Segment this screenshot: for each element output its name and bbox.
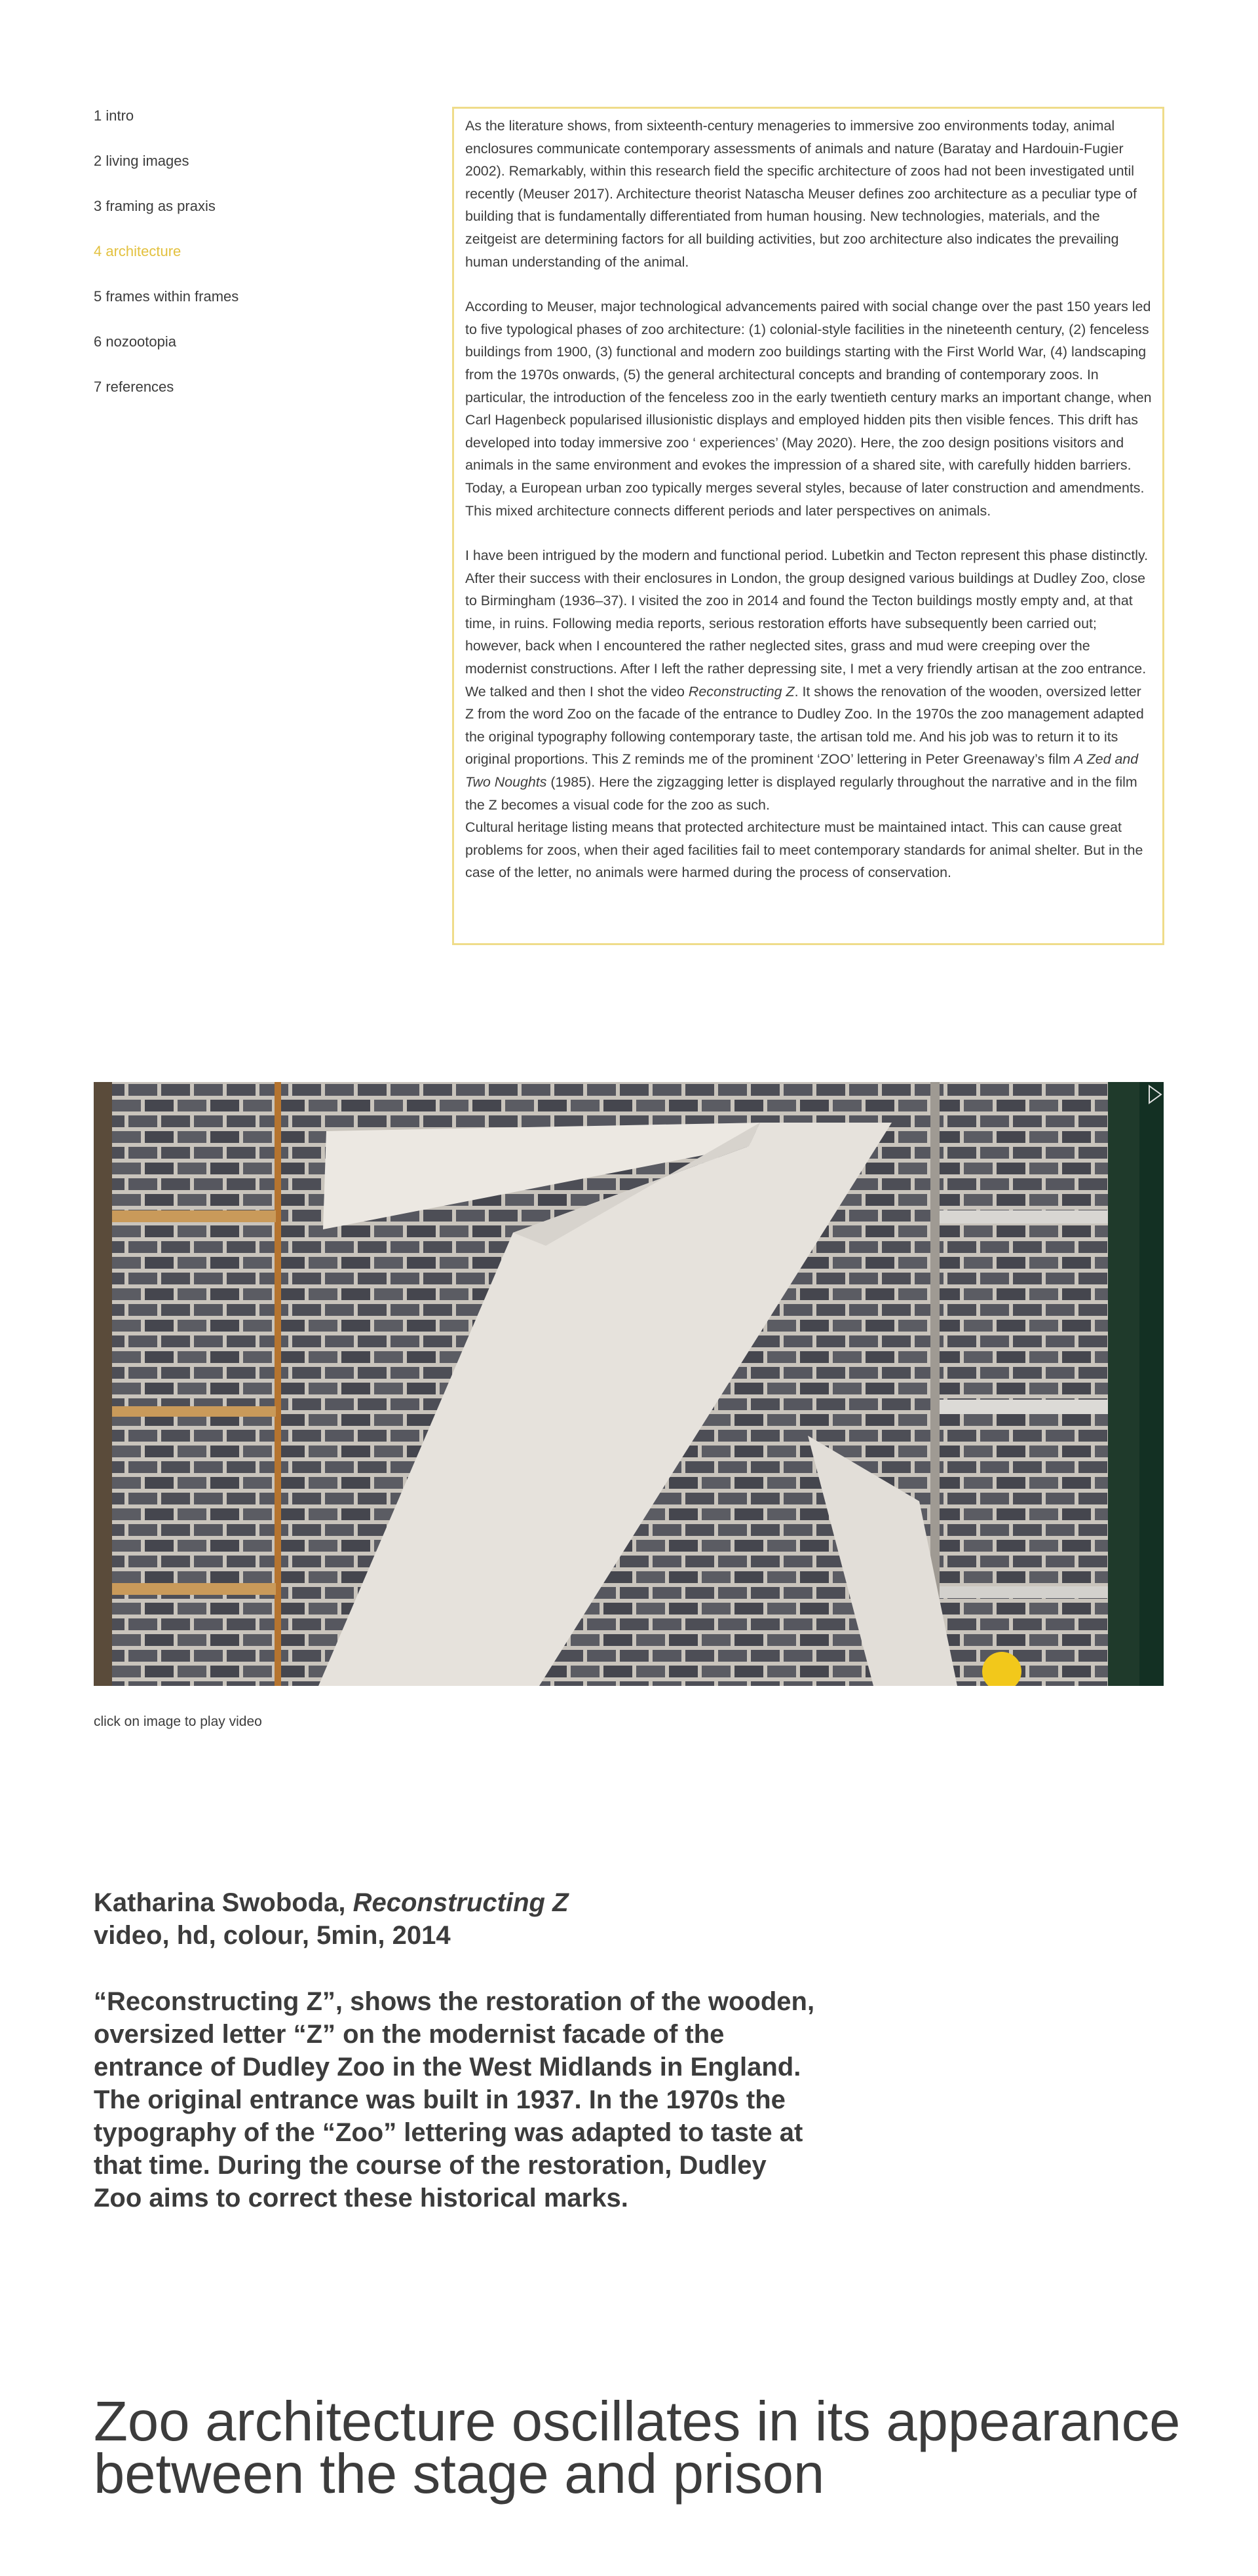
paragraph-text: I have been intrigued by the modern and functional period. Lubetkin and Tecton represent this phase distinctly. After their success with their enclosures in London, the group designed various buildings at Dudley Zoo, close to Birmingham (1936–37). I visited the zoo in 2014 and found the Tecton buildings mostly empty and, at that time, in ruins. Following media reports, serious restoration efforts have subsequently been carried out; however, back when I encountered the rather neglected sites, grass and mud were creeping over the modernist constructions. After I left the rather depressing site, I met a very friendly artisan at the zoo entrance. We talked and then I shot the video — [465, 548, 1149, 700]
work-details: video, hd, colour, 5min, 2014 — [94, 1921, 451, 1950]
video-description: “Reconstructing Z”, shows the restoration of the wooden, oversized letter “Z” on the modernist facade of the entrance of Dudley Zoo in the West Midlands in England. The original entrance was built in 1937. In the 1970s the typography of the “Zoo” lettering was adapted to taste at that time. During the course of the restoration, Dudley Zoo aims to correct these historical marks. — [94, 1987, 815, 2212]
article-paragraph — [465, 544, 1152, 816]
nav-item-intro[interactable]: 1 intro — [94, 107, 134, 124]
nav-item-frames-within-frames[interactable]: 5 frames within frames — [94, 288, 239, 305]
video-credit — [94, 1886, 880, 1952]
video-thumbnail[interactable] — [94, 1082, 1164, 1686]
article-paragraph: According to Meuser, major technological advancements paired with social change over the past 150 years led to five typological phases of zoo architecture: (1) colonial-style facilities in the nineteenth century, (2) fenceless buildings from 1900, (3) functional and modern zoo buildings starting with the First World War, (4) landscaping from the 1970s onwards, (5) the general architectural concepts and branding of contemporary zoos. In particular, the introduction of the fenceless zoo in the early twentieth century marks an important change, when Carl Hagenbeck popularised illusionistic displays and employed hidden pits then visible fences. This drift has developed into today immersive zoo ‘ experiences’ (May 2020). Here, the zoo design positions visitors and animals in the same environment and evokes the impression of a shared site, with carefully hidden barriers. Today, a European urban zoo typically merges several styles, because of later construction and amendments. This mixed architecture connects different periods and later perspectives on animals. — [465, 299, 1152, 519]
credit-line — [94, 1886, 880, 1919]
section-navigation — [94, 105, 343, 421]
nav-item-architecture[interactable]: 4 architecture — [94, 243, 181, 259]
nav-item-living-images[interactable]: 2 living images — [94, 153, 189, 169]
video-title-reference: Reconstructing Z — [688, 683, 795, 700]
article-paragraph: Cultural heritage listing means that protected architecture must be maintained intact. This can cause great problems for zoos, when their aged facilities fail to meet contemporary standards for animal shelter. But in the case of the letter, no animals were harmed during the process of conservation. — [465, 819, 1143, 881]
film-title-reference: A Zed and Two Noughts — [465, 751, 1139, 791]
video-still-image — [94, 1082, 1164, 1686]
section-headline: Zoo architecture oscillates in its appearance between the stage and prison — [94, 2391, 1181, 2505]
video-caption: click on image to play video — [94, 1714, 262, 1729]
nav-item-framing-as-praxis[interactable]: 3 framing as praxis — [94, 198, 216, 214]
article-paragraph: As the literature shows, from sixteenth-century menageries to immersive zoo environments today, animal enclosures communicate contemporary assessments of animals and nature (Baratay and Hardouin-Fugier 2002). Remarkably, within this research field the specific architecture of zoos had not been investigated until recently (Meuser 2017). Architecture theorist Natascha Meuser defines zoo architecture as a peculiar type of building that is fundamentally differentiated from human housing. New technologies, materials, and the zeitgeist are determining factors for all building activities, but zoo architecture also indicates the prevailing human understanding of the animal. — [465, 118, 1137, 270]
nav-item-nozootopia[interactable]: 6 nozootopia — [94, 333, 176, 350]
article-text-box — [452, 107, 1164, 945]
play-triangle-icon[interactable] — [1148, 1085, 1162, 1104]
nav-item-references[interactable]: 7 references — [94, 379, 174, 395]
work-title: Reconstructing Z — [353, 1888, 569, 1917]
paragraph-text: . It shows the renovation of the wooden, oversized letter Z from the word Zoo on the facade of the entrance to Dudley Zoo. In the 1970s the zoo management adapted the original typography following contemporary taste, the artisan told me. And his job was to return it to its original proportions. This Z reminds me of the prominent ‘ZOO’ lettering in Peter Greenaway’s film — [465, 683, 1144, 768]
artist-name: Katharina Swoboda, — [94, 1888, 353, 1917]
paragraph-text: (1985). Here the zigzagging letter is displayed regularly throughout the narrative and in the film the Z becomes a visual code for the zoo as such. — [465, 774, 1137, 813]
